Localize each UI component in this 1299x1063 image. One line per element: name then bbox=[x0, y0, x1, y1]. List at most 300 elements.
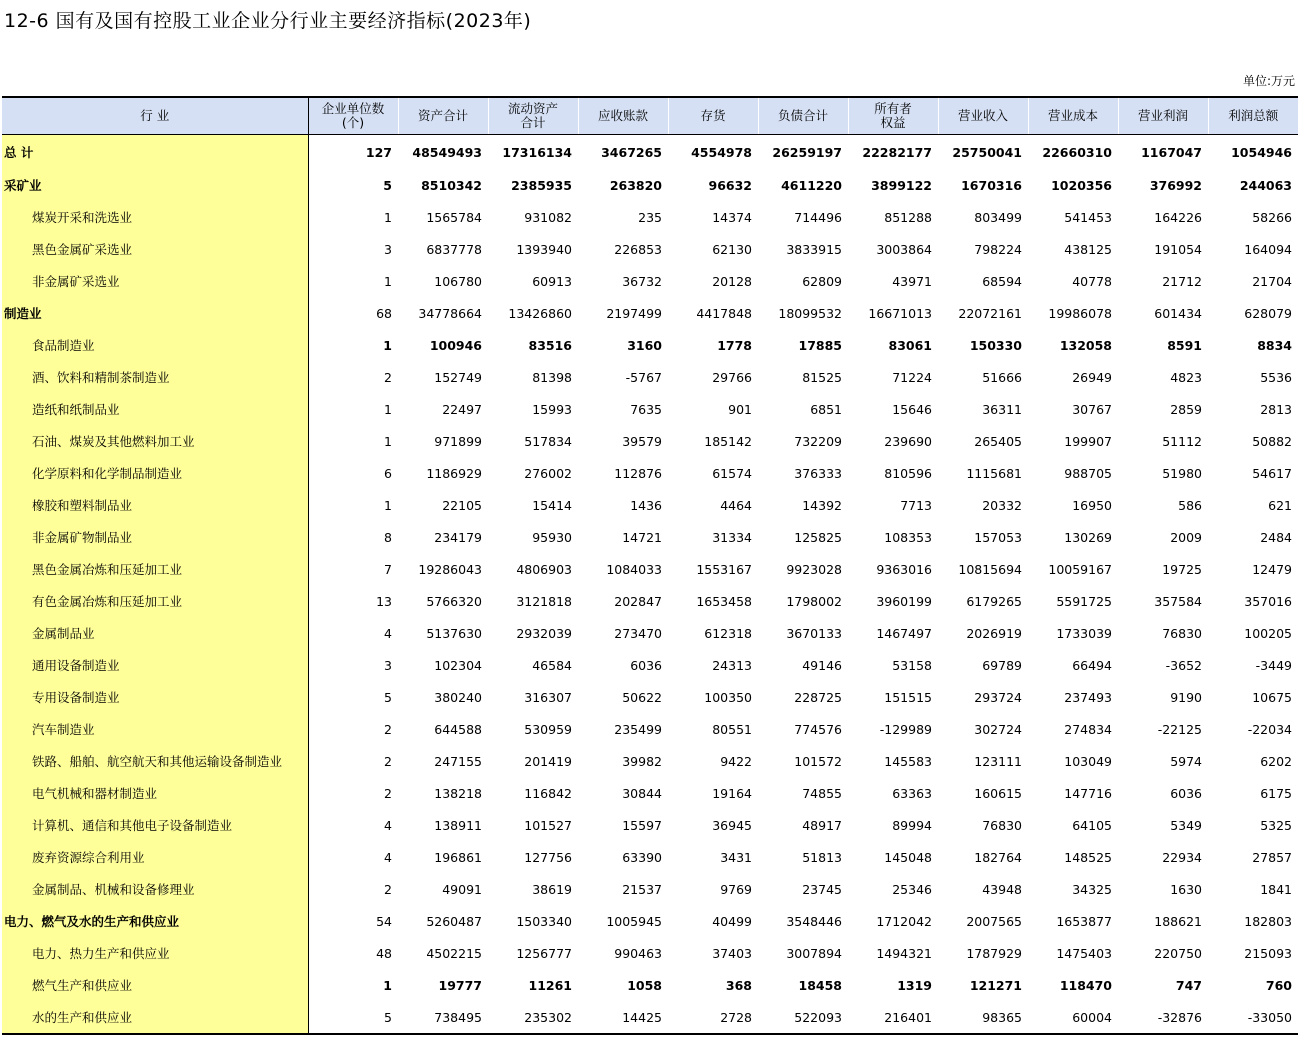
table-cell: 40778 bbox=[1072, 273, 1112, 289]
table-cell: 1841 bbox=[1260, 881, 1292, 897]
table-cell: 1494321 bbox=[876, 945, 932, 961]
table-cell: 2859 bbox=[1170, 401, 1202, 417]
table-cell: 24313 bbox=[712, 657, 752, 673]
table-cell: 3431 bbox=[720, 849, 752, 865]
table-cell: 16950 bbox=[1072, 497, 1112, 513]
table-cell: -22125 bbox=[1157, 721, 1202, 737]
table-cell: 522093 bbox=[758, 1001, 848, 1034]
table-cell: 1670316 bbox=[961, 177, 1022, 193]
table-cell: 74855 bbox=[802, 785, 842, 801]
table-cell: 201419 bbox=[524, 753, 572, 769]
table-cell: 81398 bbox=[532, 369, 572, 385]
table-cell: 530959 bbox=[524, 721, 572, 737]
table-cell: -129989 bbox=[879, 721, 932, 737]
table-cell: 13426860 bbox=[508, 305, 572, 321]
table-cell: 3 bbox=[384, 241, 392, 257]
table-cell: 2 bbox=[384, 753, 392, 769]
table-cell: 2 bbox=[384, 881, 392, 897]
table-cell: 60004 bbox=[1028, 1001, 1118, 1034]
row-industry-name: 水的生产和供应业 bbox=[2, 1001, 308, 1034]
table-cell: 101527 bbox=[524, 817, 572, 833]
table-cell: 216401 bbox=[848, 1001, 938, 1034]
table-cell: 15414 bbox=[532, 497, 572, 513]
table-cell: 51666 bbox=[982, 369, 1022, 385]
table-cell: 151515 bbox=[884, 689, 932, 705]
table-cell: 2026919 bbox=[966, 625, 1022, 641]
table-cell: 38619 bbox=[532, 881, 572, 897]
table-cell: 145583 bbox=[884, 753, 932, 769]
table-cell: 108353 bbox=[884, 529, 932, 545]
table-cell: 2932039 bbox=[516, 625, 572, 641]
table-cell: 148525 bbox=[1064, 849, 1112, 865]
column-header bbox=[2, 97, 308, 135]
table-cell: 1058 bbox=[627, 977, 662, 993]
table-cell: 50882 bbox=[1252, 433, 1292, 449]
table-cell: 125825 bbox=[794, 529, 842, 545]
table-cell: 138911 bbox=[434, 817, 482, 833]
unit-label: 单位:万元 bbox=[1242, 74, 1295, 88]
table-cell: 376992 bbox=[1149, 177, 1202, 193]
table-cell: 89994 bbox=[892, 817, 932, 833]
table-cell: 58266 bbox=[1252, 209, 1292, 225]
table-cell: 100350 bbox=[704, 689, 752, 705]
table-row bbox=[2, 745, 1298, 777]
table-cell: 3003864 bbox=[876, 241, 932, 257]
table-cell: 164226 bbox=[1154, 209, 1202, 225]
row-industry-name: 黑色金属矿采选业 bbox=[2, 233, 308, 265]
table-cell: 36732 bbox=[622, 273, 662, 289]
table-cell: 1503340 bbox=[516, 913, 572, 929]
table-cell: 21704 bbox=[1252, 273, 1292, 289]
table-row bbox=[2, 201, 1298, 233]
table-cell: 96632 bbox=[708, 177, 752, 193]
table-cell: 50622 bbox=[622, 689, 662, 705]
column-header-label: 利润总额 bbox=[1228, 108, 1279, 123]
column-header bbox=[1208, 97, 1298, 135]
table-row bbox=[2, 937, 1298, 969]
table-cell: 3 bbox=[384, 657, 392, 673]
table-cell: 244063 bbox=[1239, 177, 1292, 193]
table-body bbox=[2, 135, 1298, 1035]
column-header-sublabel: (个) bbox=[341, 115, 365, 130]
table-cell: 4 bbox=[384, 817, 392, 833]
table-cell: 43948 bbox=[982, 881, 1022, 897]
table-cell: 48917 bbox=[802, 817, 842, 833]
table-cell: 157053 bbox=[974, 529, 1022, 545]
table-cell: 138218 bbox=[434, 785, 482, 801]
column-header-label: 企业单位数 bbox=[321, 101, 385, 116]
column-header-label: 应收账款 bbox=[597, 108, 648, 123]
table-cell: 76830 bbox=[982, 817, 1022, 833]
table-cell: 10675 bbox=[1252, 689, 1292, 705]
table-cell: 71224 bbox=[892, 369, 932, 385]
table-row bbox=[2, 489, 1298, 521]
table-cell: 14392 bbox=[802, 497, 842, 513]
table-cell: 68 bbox=[376, 305, 392, 321]
table-cell: 714496 bbox=[794, 209, 842, 225]
table-cell: 51112 bbox=[1162, 433, 1202, 449]
table-cell: 101572 bbox=[794, 753, 842, 769]
table-cell: 22072161 bbox=[958, 305, 1022, 321]
table-cell: 145048 bbox=[884, 849, 932, 865]
row-industry-name: 总 计 bbox=[2, 135, 308, 170]
table-cell: 810596 bbox=[884, 465, 932, 481]
table-cell: 64105 bbox=[1072, 817, 1112, 833]
column-header bbox=[848, 97, 938, 135]
table-cell: 3121818 bbox=[516, 593, 572, 609]
table-cell: 1 bbox=[384, 497, 392, 513]
table-cell: 237493 bbox=[1064, 689, 1112, 705]
table-cell: 63363 bbox=[892, 785, 932, 801]
column-header-sublabel: 合计 bbox=[520, 115, 546, 130]
table-cell: 760 bbox=[1265, 977, 1292, 993]
table-cell: 357016 bbox=[1244, 593, 1292, 609]
table-cell: 127756 bbox=[524, 849, 572, 865]
table-cell: 202847 bbox=[614, 593, 662, 609]
table-cell: -32876 bbox=[1118, 1001, 1208, 1034]
row-industry-name: 专用设备制造业 bbox=[2, 681, 308, 713]
table-cell: 293724 bbox=[974, 689, 1022, 705]
table-cell: 34778664 bbox=[418, 305, 482, 321]
table-cell: 438125 bbox=[1064, 241, 1112, 257]
table-cell: 5349 bbox=[1170, 817, 1202, 833]
table-cell: 6036 bbox=[1170, 785, 1202, 801]
table-cell: 5 bbox=[384, 689, 392, 705]
table-row bbox=[2, 905, 1298, 937]
table-cell: 1 bbox=[384, 273, 392, 289]
table-cell: 220750 bbox=[1154, 945, 1202, 961]
table-row bbox=[2, 457, 1298, 489]
table-cell: 1005945 bbox=[606, 913, 662, 929]
table-cell: 1436 bbox=[630, 497, 662, 513]
table-cell: 1393940 bbox=[516, 241, 572, 257]
table-cell: 6202 bbox=[1260, 753, 1292, 769]
table-cell: 66494 bbox=[1072, 657, 1112, 673]
table-cell: 541453 bbox=[1064, 209, 1112, 225]
table-cell: 5766320 bbox=[426, 593, 482, 609]
table-cell: 53158 bbox=[892, 657, 932, 673]
table-cell: 274834 bbox=[1064, 721, 1112, 737]
table-cell: 164094 bbox=[1244, 241, 1292, 257]
table-cell: 100205 bbox=[1244, 625, 1292, 641]
table-cell: 112876 bbox=[614, 465, 662, 481]
table-cell: 1 bbox=[383, 977, 392, 993]
table-cell: 9923028 bbox=[786, 561, 842, 577]
table-cell: 851288 bbox=[884, 209, 932, 225]
row-industry-name: 食品制造业 bbox=[2, 329, 308, 361]
table-cell: 5325 bbox=[1260, 817, 1292, 833]
table-cell: 4417848 bbox=[696, 305, 752, 321]
table-cell: 3833915 bbox=[786, 241, 842, 257]
table-cell: 49146 bbox=[802, 657, 842, 673]
table-cell: 1256777 bbox=[516, 945, 572, 961]
table-cell: 798224 bbox=[974, 241, 1022, 257]
column-header bbox=[398, 97, 488, 135]
table-cell: 22660310 bbox=[1042, 144, 1112, 160]
table-cell: 234179 bbox=[434, 529, 482, 545]
table-cell: 196861 bbox=[434, 849, 482, 865]
table-cell: 25750041 bbox=[952, 144, 1022, 160]
column-header-label: 负债合计 bbox=[777, 108, 828, 123]
table-cell: 1733039 bbox=[1056, 625, 1112, 641]
table-cell: 81525 bbox=[802, 369, 842, 385]
table-cell: 11261 bbox=[528, 977, 572, 993]
table-cell: 517834 bbox=[524, 433, 572, 449]
table-cell: 1 bbox=[384, 401, 392, 417]
table-cell: 612318 bbox=[704, 625, 752, 641]
table-cell: -22034 bbox=[1247, 721, 1292, 737]
table-cell: 25346 bbox=[892, 881, 932, 897]
table-cell: 1020356 bbox=[1051, 177, 1112, 193]
table-cell: 95930 bbox=[532, 529, 572, 545]
table-cell: 2813 bbox=[1260, 401, 1292, 417]
table-row bbox=[2, 969, 1298, 1001]
table-cell: 990463 bbox=[614, 945, 662, 961]
table-cell: 17316134 bbox=[502, 144, 572, 160]
table-cell: 1798002 bbox=[786, 593, 842, 609]
table-cell: -3652 bbox=[1165, 657, 1202, 673]
table-cell: 191054 bbox=[1154, 241, 1202, 257]
table-cell: 5536 bbox=[1260, 369, 1292, 385]
table-cell: 30844 bbox=[622, 785, 662, 801]
table-cell: 20332 bbox=[982, 497, 1022, 513]
table-row bbox=[2, 585, 1298, 617]
table-cell: 235302 bbox=[488, 1001, 578, 1034]
table-cell: 21537 bbox=[622, 881, 662, 897]
table-cell: 147716 bbox=[1064, 785, 1112, 801]
table-cell: 19286043 bbox=[418, 561, 482, 577]
table-cell: 263820 bbox=[609, 177, 662, 193]
table-cell: 4 bbox=[384, 625, 392, 641]
table-cell: 1712042 bbox=[876, 913, 932, 929]
table-cell: 132058 bbox=[1059, 337, 1112, 353]
table-cell: 60913 bbox=[532, 273, 572, 289]
row-industry-name: 非金属矿物制品业 bbox=[2, 521, 308, 553]
column-header-label: 营业收入 bbox=[957, 108, 1008, 123]
row-industry-name: 化学原料和化学制品制造业 bbox=[2, 457, 308, 489]
table-cell: 127 bbox=[365, 144, 392, 160]
row-industry-name: 电气机械和器材制造业 bbox=[2, 777, 308, 809]
table-cell: 5 bbox=[383, 177, 392, 193]
table-cell: 368 bbox=[725, 977, 752, 993]
table-row bbox=[2, 841, 1298, 873]
table-cell: 26949 bbox=[1072, 369, 1112, 385]
table-cell: 774576 bbox=[794, 721, 842, 737]
column-header bbox=[308, 97, 398, 135]
column-header-label: 行 业 bbox=[140, 108, 170, 123]
table-cell: 6175 bbox=[1260, 785, 1292, 801]
table-row bbox=[2, 169, 1298, 201]
table-cell: 16671013 bbox=[868, 305, 932, 321]
table-cell: 1084033 bbox=[606, 561, 662, 577]
table-cell: 182803 bbox=[1244, 913, 1292, 929]
statistics-table bbox=[2, 96, 1298, 1035]
table-cell: 3899122 bbox=[871, 177, 932, 193]
row-industry-name: 通用设备制造业 bbox=[2, 649, 308, 681]
table-cell: 6036 bbox=[630, 657, 662, 673]
table-cell: 14374 bbox=[712, 209, 752, 225]
table-cell: 4823 bbox=[1170, 369, 1202, 385]
table-cell: 43971 bbox=[892, 273, 932, 289]
table-row bbox=[2, 553, 1298, 585]
row-industry-name: 采矿业 bbox=[2, 169, 308, 201]
table-cell: 1 bbox=[384, 209, 392, 225]
table-cell: 27857 bbox=[1252, 849, 1292, 865]
column-header-label: 营业利润 bbox=[1137, 108, 1188, 123]
row-industry-name: 废弃资源综合利用业 bbox=[2, 841, 308, 873]
table-cell: 18099532 bbox=[778, 305, 842, 321]
table-cell: 83061 bbox=[888, 337, 932, 353]
table-cell: 62130 bbox=[712, 241, 752, 257]
table-cell: -5767 bbox=[625, 369, 662, 385]
column-header bbox=[668, 97, 758, 135]
table-header-row bbox=[2, 97, 1298, 135]
table-cell: 22497 bbox=[442, 401, 482, 417]
table-cell: 121271 bbox=[969, 977, 1022, 993]
table-cell: 199907 bbox=[1064, 433, 1112, 449]
table-cell: 31334 bbox=[712, 529, 752, 545]
table-cell: 380240 bbox=[434, 689, 482, 705]
table-cell: 901 bbox=[728, 401, 752, 417]
row-industry-name: 橡胶和塑料制品业 bbox=[2, 489, 308, 521]
table-row bbox=[2, 135, 1298, 170]
table-row bbox=[2, 649, 1298, 681]
table-cell: 2728 bbox=[668, 1001, 758, 1034]
table-cell: 1653458 bbox=[696, 593, 752, 609]
table-cell: 2385935 bbox=[511, 177, 572, 193]
table-cell: 226853 bbox=[614, 241, 662, 257]
table-cell: 23745 bbox=[802, 881, 842, 897]
table-cell: 98365 bbox=[938, 1001, 1028, 1034]
table-row bbox=[2, 393, 1298, 425]
column-header bbox=[578, 97, 668, 135]
table-cell: 14425 bbox=[578, 1001, 668, 1034]
table-cell: 69789 bbox=[982, 657, 1022, 673]
table-cell: 2007565 bbox=[966, 913, 1022, 929]
table-cell: -33050 bbox=[1208, 1001, 1298, 1034]
table-cell: 2 bbox=[384, 721, 392, 737]
table-row bbox=[2, 297, 1298, 329]
table-cell: 235 bbox=[638, 209, 662, 225]
table-cell: 15646 bbox=[892, 401, 932, 417]
table-cell: 8 bbox=[384, 529, 392, 545]
table-cell: 18458 bbox=[798, 977, 842, 993]
table-cell: 6179265 bbox=[966, 593, 1022, 609]
table-row bbox=[2, 425, 1298, 457]
table-cell: 51813 bbox=[802, 849, 842, 865]
table-cell: 4 bbox=[384, 849, 392, 865]
table-cell: 316307 bbox=[524, 689, 572, 705]
table-cell: 19986078 bbox=[1048, 305, 1112, 321]
table-row bbox=[2, 809, 1298, 841]
table-cell: 5 bbox=[308, 1001, 398, 1034]
table-cell: 2484 bbox=[1260, 529, 1292, 545]
table-cell: 106780 bbox=[434, 273, 482, 289]
table-cell: 5260487 bbox=[426, 913, 482, 929]
row-industry-name: 造纸和纸制品业 bbox=[2, 393, 308, 425]
table-cell: 276002 bbox=[524, 465, 572, 481]
table-cell: 34325 bbox=[1072, 881, 1112, 897]
table-cell: 3007894 bbox=[786, 945, 842, 961]
table-cell: 803499 bbox=[974, 209, 1022, 225]
table-cell: 13 bbox=[376, 593, 392, 609]
table-cell: 1115681 bbox=[966, 465, 1022, 481]
table-cell: 3960199 bbox=[876, 593, 932, 609]
table-cell: 3160 bbox=[627, 337, 662, 353]
table-cell: 9422 bbox=[720, 753, 752, 769]
table-cell: 37403 bbox=[712, 945, 752, 961]
table-cell: 235499 bbox=[614, 721, 662, 737]
table-cell: 83516 bbox=[528, 337, 572, 353]
row-industry-name: 石油、煤炭及其他燃料加工业 bbox=[2, 425, 308, 457]
table-cell: 123111 bbox=[974, 753, 1022, 769]
table-cell: 3548446 bbox=[786, 913, 842, 929]
table-cell: 22105 bbox=[442, 497, 482, 513]
table-cell: 747 bbox=[1175, 977, 1202, 993]
table-cell: 1467497 bbox=[876, 625, 932, 641]
column-header-label: 存货 bbox=[700, 108, 726, 123]
row-industry-name: 制造业 bbox=[2, 297, 308, 329]
table-cell: 10059167 bbox=[1048, 561, 1112, 577]
table-cell: 357584 bbox=[1154, 593, 1202, 609]
table-cell: 1 bbox=[384, 433, 392, 449]
table-cell: 19164 bbox=[712, 785, 752, 801]
column-header-label: 营业成本 bbox=[1047, 108, 1098, 123]
row-industry-name: 酒、饮料和精制茶制造业 bbox=[2, 361, 308, 393]
table-cell: 1475403 bbox=[1056, 945, 1112, 961]
table-cell: 2 bbox=[384, 369, 392, 385]
table-cell: 302724 bbox=[974, 721, 1022, 737]
table-cell: -3449 bbox=[1255, 657, 1292, 673]
row-industry-name: 电力、热力生产和供应业 bbox=[2, 937, 308, 969]
row-industry-name: 非金属矿采选业 bbox=[2, 265, 308, 297]
table-cell: 14721 bbox=[622, 529, 662, 545]
table-cell: 8834 bbox=[1257, 337, 1292, 353]
table-cell: 152749 bbox=[434, 369, 482, 385]
table-row bbox=[2, 265, 1298, 297]
table-cell: 116842 bbox=[524, 785, 572, 801]
table-cell: 273470 bbox=[614, 625, 662, 641]
table-cell: 30767 bbox=[1072, 401, 1112, 417]
table-cell: 971899 bbox=[434, 433, 482, 449]
table-cell: 3670133 bbox=[786, 625, 842, 641]
table-cell: 22282177 bbox=[862, 144, 932, 160]
table-cell: 46584 bbox=[532, 657, 572, 673]
row-industry-name: 煤炭开采和洗选业 bbox=[2, 201, 308, 233]
table-cell: 738495 bbox=[398, 1001, 488, 1034]
table-cell: 9769 bbox=[720, 881, 752, 897]
table-cell: 628079 bbox=[1244, 305, 1292, 321]
table-cell: 1319 bbox=[897, 977, 932, 993]
table-cell: 22934 bbox=[1162, 849, 1202, 865]
table-cell: 247155 bbox=[434, 753, 482, 769]
table-cell: 39579 bbox=[622, 433, 662, 449]
table-cell: 29766 bbox=[712, 369, 752, 385]
column-header bbox=[1028, 97, 1118, 135]
table-cell: 3467265 bbox=[601, 144, 662, 160]
table-cell: 2009 bbox=[1170, 529, 1202, 545]
table-row bbox=[2, 361, 1298, 393]
table-cell: 61574 bbox=[712, 465, 752, 481]
table-cell: 21712 bbox=[1162, 273, 1202, 289]
table-cell: 265405 bbox=[974, 433, 1022, 449]
table-cell: 130269 bbox=[1064, 529, 1112, 545]
table-cell: 185142 bbox=[704, 433, 752, 449]
table-cell: 63390 bbox=[622, 849, 662, 865]
table-cell: 49091 bbox=[442, 881, 482, 897]
table-row bbox=[2, 681, 1298, 713]
column-header bbox=[758, 97, 848, 135]
